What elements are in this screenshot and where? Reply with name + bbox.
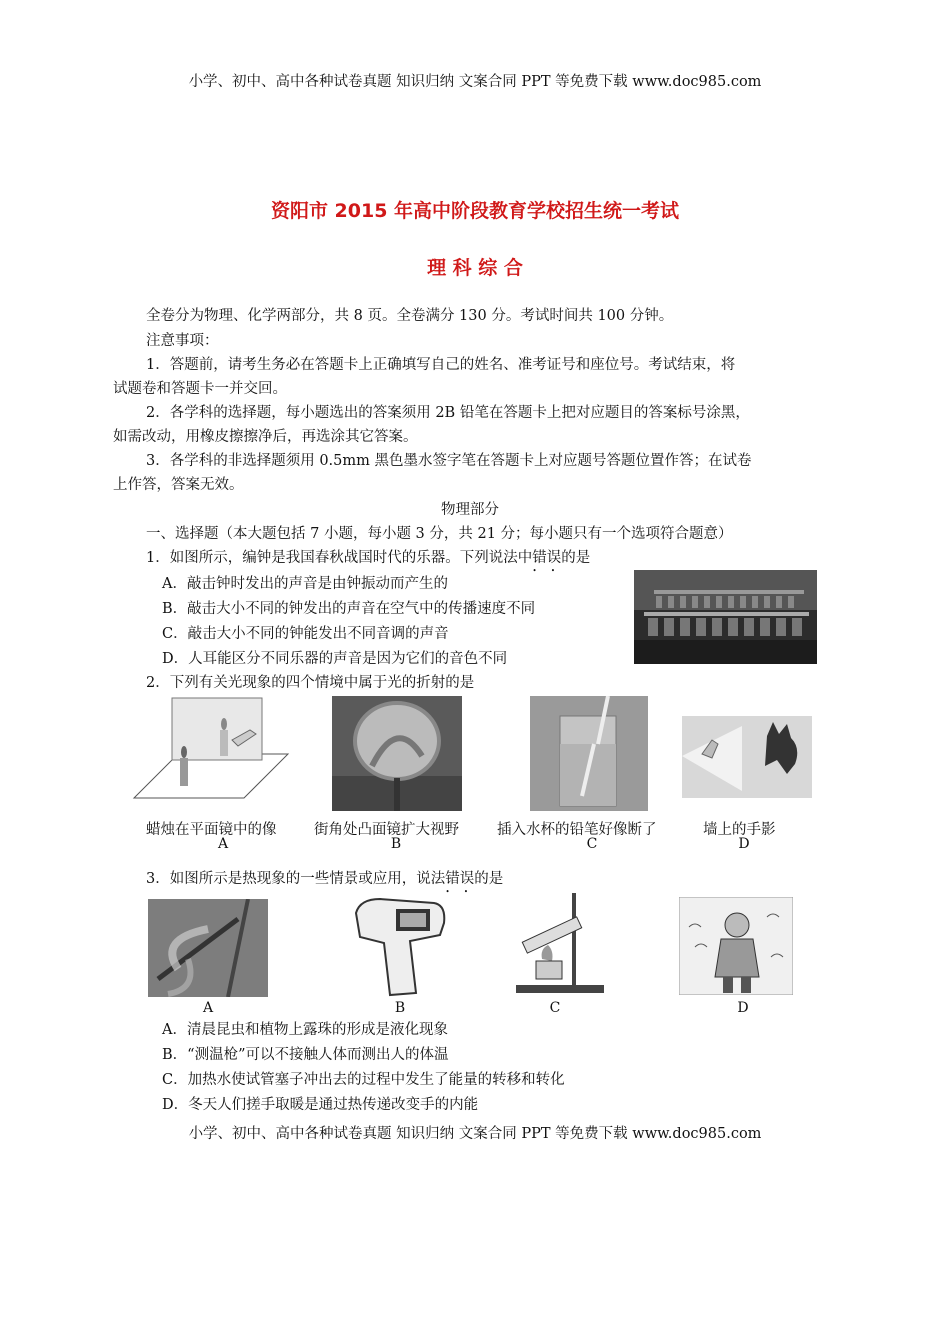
bianzhong-photo <box>634 570 817 664</box>
note-1-line-1: 1．答题前，请考生务必在答题卡上正确填写自己的姓名、准考证号和座位号。考试结束，将 <box>146 357 736 373</box>
q3-stem: 3．如图所示是热现象的一些情景或应用，说法错误 • •的是 <box>146 867 503 888</box>
q1-option-c: C．敲击大小不同的钟能发出不同音调的声音 <box>162 626 449 642</box>
note-1-line-2: 试题卷和答题卡一并交回。 <box>113 381 287 397</box>
test-tube-heating-image <box>514 889 606 995</box>
q2-label-b: B <box>390 836 402 852</box>
note-2-line-1: 2．各学科的选择题，每小题选出的答案须用 2B 铅笔在答题卡上把对应题目的答案标号涂黑， <box>146 405 750 421</box>
q3-option-d: D．冬天人们搓手取暖是通过热传递改变手的内能 <box>162 1097 479 1113</box>
pencil-water-photo <box>530 696 648 811</box>
page-header: 小学、初中、高中各种试卷真题 知识归纳 文案合同 PPT 等免费下载 www.doc985.com <box>188 74 762 90</box>
hand-shadow-image <box>682 716 812 798</box>
part-one-heading: 一、选择题（本大题包括 7 小题，每小题 3 分，共 21 分；每小题只有一个选项符合题意） <box>146 526 733 542</box>
thermometer-gun-image <box>350 895 450 998</box>
q1-option-d: D．人耳能区分不同乐器的声音是因为它们的音色不同 <box>162 651 508 667</box>
q2-caption-c: 插入水杯的铅笔好像断了 <box>497 822 657 838</box>
q3-option-a: A．清晨昆虫和植物上露珠的形成是液化现象 <box>162 1022 448 1038</box>
q3-option-c: C．加热水使试管塞子冲出去的过程中发生了能量的转移和转化 <box>162 1072 565 1088</box>
dew-insect-photo <box>148 899 268 997</box>
q3-label-d: D <box>737 1000 749 1016</box>
notes-heading: 注意事项： <box>146 333 219 349</box>
section-title: 物理部分 <box>441 502 499 518</box>
note-2-line-2: 如需改动，用橡皮擦擦净后，再选涂其它答案。 <box>113 429 418 445</box>
exam-summary: 全卷分为物理、化学两部分，共 8 页。全卷满分 130 分。考试时间共 100 分钟。 <box>146 308 674 324</box>
q3-label-b: B <box>394 1000 406 1016</box>
rubbing-hands-image <box>679 897 793 995</box>
q3-label-a: A <box>202 1000 214 1016</box>
q2-label-c: C <box>586 836 598 852</box>
convex-mirror-photo <box>332 696 462 811</box>
note-3-line-2: 上作答，答案无效。 <box>113 477 244 493</box>
q2-stem: 2．下列有关光现象的四个情境中属于光的折射的是 <box>146 675 475 691</box>
q2-caption-b: 街角处凸面镜扩大视野 <box>314 822 459 838</box>
q3-option-b: B．“测温枪”可以不接触人体而测出人的体温 <box>162 1047 449 1063</box>
q1-stem: 1．如图所示，编钟是我国春秋战国时代的乐器。下列说法中错误 • •的是 <box>146 546 590 567</box>
q2-label-d: D <box>738 836 750 852</box>
q3-label-c: C <box>549 1000 561 1016</box>
q2-caption-a: 蜡烛在平面镜中的像 <box>146 822 277 838</box>
q1-option-b: B．敲击大小不同的钟发出的声音在空气中的传播速度不同 <box>162 601 536 617</box>
exam-subtitle: 理 科 综 合 <box>427 257 523 279</box>
note-3-line-1: 3．各学科的非选择题须用 0.5mm 黑色墨水签字笔在答题卡上对应题号答题位置作答；在试卷 <box>146 453 752 469</box>
q1-option-a: A．敲击钟时发出的声音是由钟振动而产生的 <box>162 576 448 592</box>
exam-title: 资阳市 2015 年高中阶段教育学校招生统一考试 <box>270 200 680 222</box>
candle-mirror-image <box>132 696 290 800</box>
q2-caption-d: 墙上的手影 <box>703 822 776 838</box>
page-footer: 小学、初中、高中各种试卷真题 知识归纳 文案合同 PPT 等免费下载 www.doc985.com <box>188 1126 762 1142</box>
q2-label-a: A <box>217 836 229 852</box>
